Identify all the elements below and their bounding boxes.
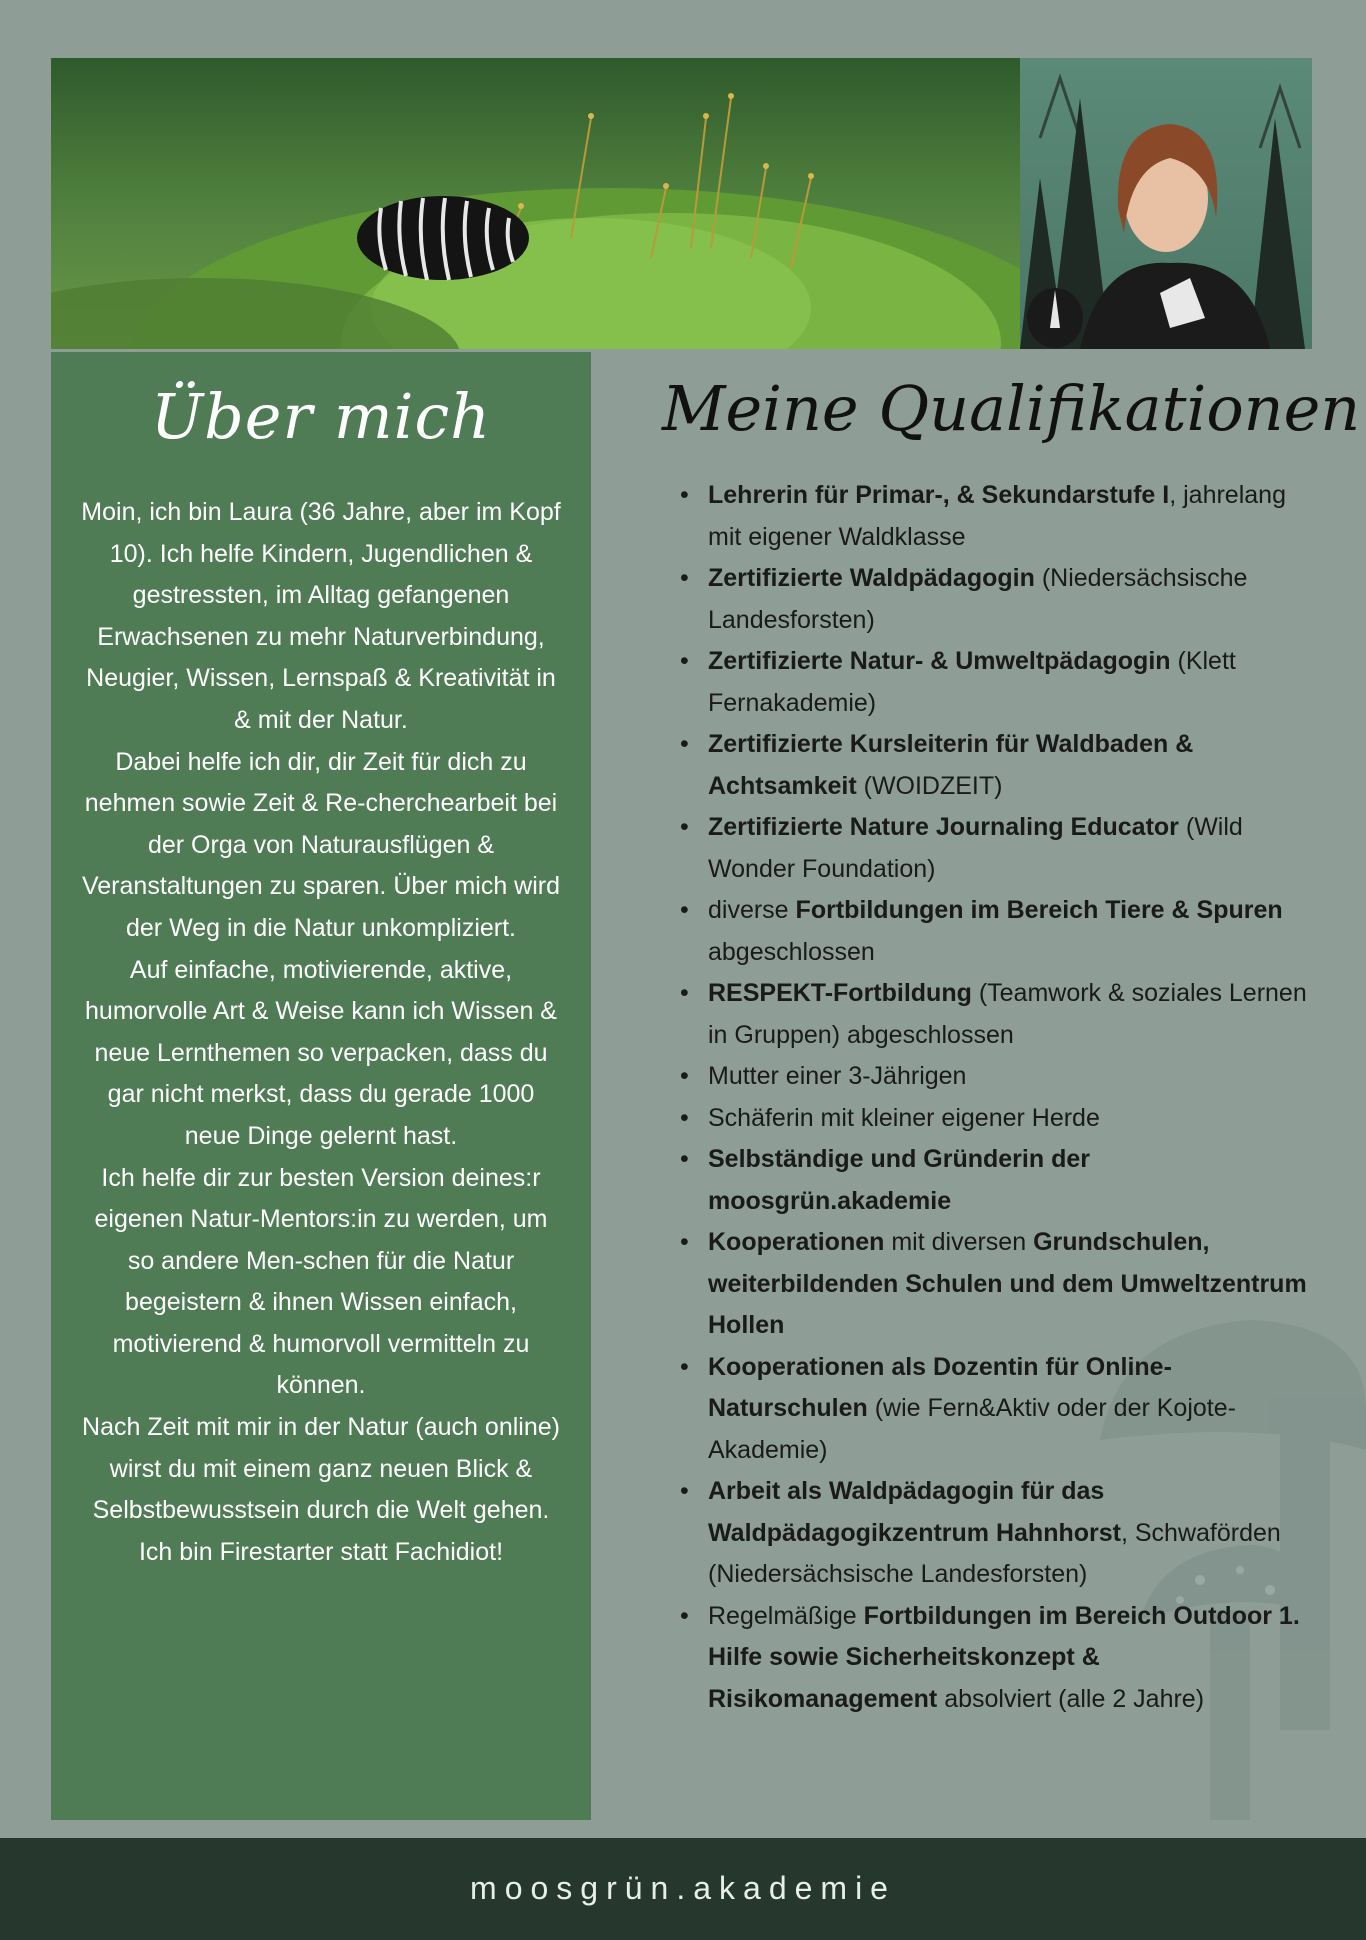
item-bold: Kooperationen als Dozentin für Online-Naturschulen — [708, 1352, 1172, 1422]
moss-with-pill-bug-image — [51, 58, 1020, 349]
list-item — [680, 724, 1310, 807]
item-bold: Selbständige und Gründerin der moosgrün.akademie — [708, 1145, 1090, 1215]
item-text: mit diversen — [884, 1228, 1034, 1256]
item-text: , Schwaförden (Niedersächsische Landesforsten) — [708, 1518, 1281, 1588]
item-bold: Zertifizierte Kursleiterin für Waldbaden & Achtsamkeit — [708, 730, 1194, 800]
list-item — [680, 1098, 1310, 1140]
footer-brand: moosgrün.akademie — [470, 1870, 896, 1906]
item-bold: Grundschulen, weiterbildenden Schulen und dem Umweltzentrum Hollen — [708, 1228, 1307, 1339]
item-text: (Wild Wonder Foundation) — [708, 813, 1243, 883]
item-text: (wie Fern&Aktiv oder der Kojote-Akademie) — [708, 1394, 1236, 1464]
item-bold: Lehrerin für Primar-, & Sekundarstufe I — [708, 481, 1170, 509]
item-bold: Zertifizierte Natur- & Umweltpädagogin — [708, 647, 1171, 675]
about-paragraph: Nach Zeit mit mir in der Natur (auch online) wirst du mit einem ganz neuen Blick & Selbstbewusstsein durch die Welt gehen. — [82, 1413, 560, 1525]
header-banner — [51, 58, 1312, 349]
portrait-photo — [1020, 58, 1312, 349]
portrait-illustration — [1020, 58, 1312, 349]
list-item — [680, 641, 1310, 724]
item-text: absolviert (alle 2 Jahre) — [937, 1684, 1205, 1713]
list-item — [680, 475, 1310, 558]
about-paragraph: Moin, ich bin Laura (36 Jahre, aber im Kopf 10). Ich helfe Kindern, Jugendlichen & gestressten, im Alltag gefangenen Erwachsenen zu mehr Naturverbindung, Neugier, Wissen, Lernspaß & Kreativität in & mit der Natur. — [81, 498, 561, 734]
list-item — [680, 973, 1310, 1056]
footer-bar — [0, 1838, 1366, 1940]
item-text: abgeschlossen — [708, 937, 875, 966]
about-text — [81, 492, 561, 1573]
about-paragraph: Ich helfe dir zur besten Version deines:r eigenen Natur-Mentors:in zu werden, um so andere Men-schen für die Natur begeistern & ihnen Wissen einfach, motivierend & humorvoll vermitteln zu können. — [94, 1163, 548, 1400]
list-item — [680, 1222, 1310, 1347]
list-item — [680, 807, 1310, 890]
item-text: diverse — [708, 896, 796, 924]
item-text: (WOIDZEIT) — [856, 771, 1003, 800]
list-item — [680, 1471, 1310, 1596]
item-bold: Kooperationen — [708, 1228, 885, 1256]
item-text: (Klett Fernakademie) — [708, 647, 1236, 717]
item-text: Schäferin mit kleiner eigener Herde — [708, 1103, 1100, 1132]
qualifications-title: Meine Qualifikationen — [662, 372, 1361, 445]
badger — [1027, 288, 1083, 348]
item-bold: Fortbildungen im Bereich Tiere & Spuren — [795, 896, 1283, 924]
about-paragraph: Ich bin Firestarter statt Fachidiot! — [138, 1537, 504, 1566]
item-bold: Zertifizierte Waldpädagogin — [708, 564, 1035, 592]
list-item — [680, 890, 1310, 973]
list-item — [680, 1596, 1310, 1721]
item-text: (Niedersächsische Landesforsten) — [708, 564, 1248, 634]
list-item — [680, 1347, 1310, 1472]
item-text: , jahrelang mit eigener Waldklasse — [708, 481, 1286, 551]
item-bold: Arbeit als Waldpädagogin für das Waldpädagogikzentrum Hahnhorst — [708, 1477, 1121, 1547]
item-text: Mutter einer 3-Jährigen — [708, 1062, 967, 1090]
moss-photo — [51, 58, 1020, 349]
qualifications-list — [680, 475, 1310, 1720]
list-item — [680, 558, 1310, 641]
item-bold: Zertifizierte Nature Journaling Educator — [708, 813, 1179, 841]
list-item — [680, 1139, 1310, 1222]
item-bold: Fortbildungen im Bereich Outdoor 1. Hilfe sowie Sicherheitskonzept & Risikomanagement — [708, 1601, 1300, 1713]
item-text: (Teamwork & soziales Lernen in Gruppen) abgeschlossen — [708, 979, 1307, 1049]
about-title: Über mich — [150, 380, 492, 453]
about-paragraph: Auf einfache, motivierende, aktive, humorvolle Art & Weise kann ich Wissen & neue Lernthemen so verpacken, dass du gar nicht merkst, dass du gerade 1000 neue Dinge gelernt hast. — [85, 955, 557, 1150]
item-bold: RESPEKT-Fortbildung — [708, 979, 972, 1007]
pill-bug — [357, 196, 529, 280]
about-panel — [51, 352, 591, 1820]
about-paragraph: Dabei helfe ich dir, dir Zeit für dich zu nehmen sowie Zeit & Re-cherchearbeit bei der Orga von Naturausflügen & Veranstaltungen zu sparen. Über mich wird der Weg in die Natur unkompliziert. — [81, 747, 561, 942]
list-item — [680, 1056, 1310, 1098]
item-text: Regelmäßige — [708, 1601, 864, 1630]
